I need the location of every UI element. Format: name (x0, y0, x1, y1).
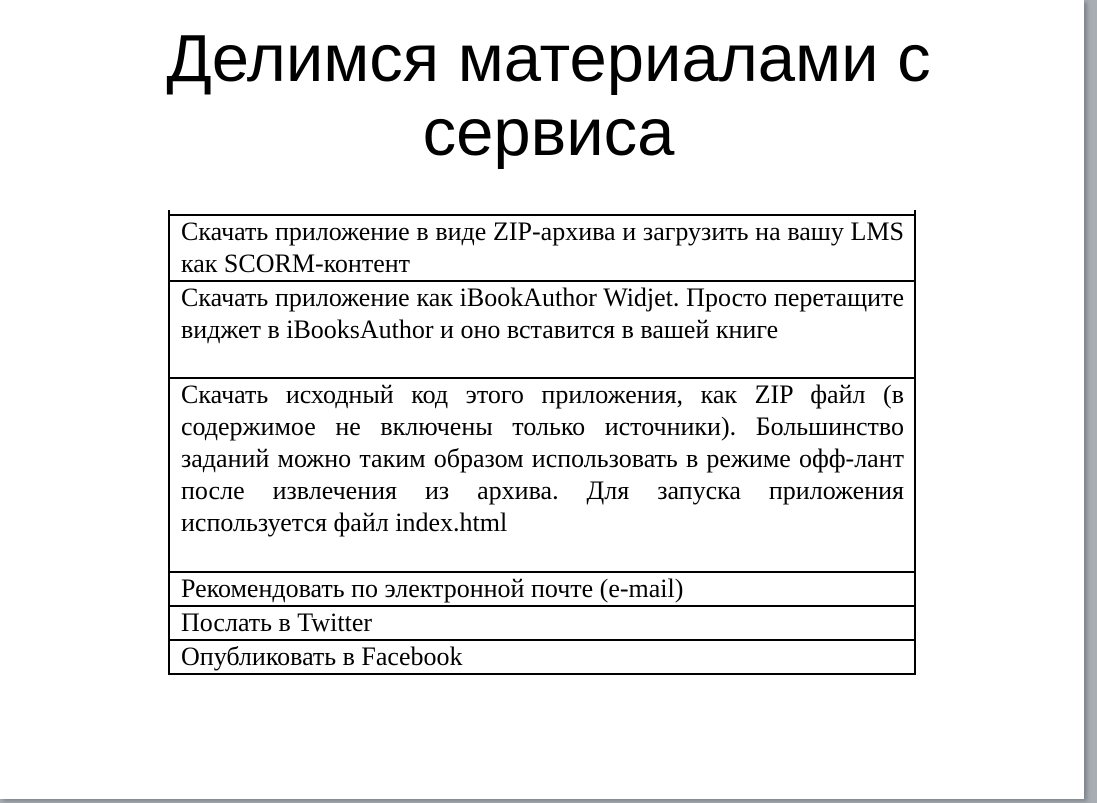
option-twitter: Послать в Twitter (169, 606, 915, 640)
table-row (169, 281, 915, 378)
table-row (169, 640, 915, 674)
sharing-options-table (168, 210, 916, 675)
table-row (169, 215, 915, 281)
option-email: Рекомендовать по электронной почте (e-mail) (169, 572, 915, 606)
table-row (169, 378, 915, 572)
option-ibooks-widget: Скачать приложение как iBookAuthor Widjet. Просто перетащите виджет в iBooksAuthor и оно вставится в вашей книге (169, 281, 915, 378)
title-line-2: сервиса (422, 95, 675, 170)
table-row (169, 606, 915, 640)
option-source-code: Скачать исходный код этого приложения, как ZIP файл (в содержимое не включены только источники). Большинство заданий можно таким образом использовать в режиме офф-лант после извлечения из архива. Для запуска приложения используется файл index.html (169, 378, 915, 572)
slide-title (0, 22, 1097, 170)
option-scorm: Скачать приложение в виде ZIP-архива и загрузить на вашу LMS как SCORM-контент (169, 215, 915, 281)
title-line-1: Делимся материалами с (166, 21, 931, 96)
option-facebook: Опубликовать в Facebook (169, 640, 915, 674)
table-row (169, 572, 915, 606)
